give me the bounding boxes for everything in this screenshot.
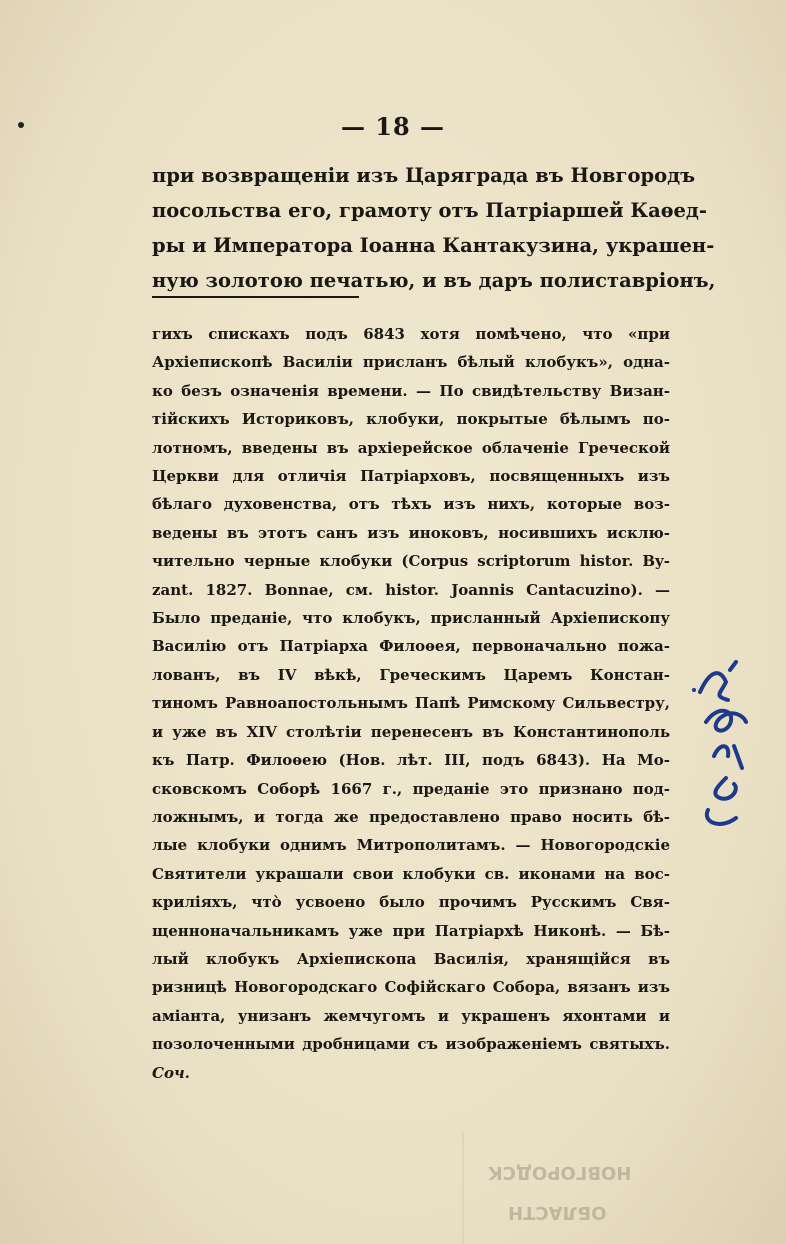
footnote-line: лый клобукъ Архіепископа Василія, хранящійся въ — [152, 949, 670, 968]
footnote-line: щенноначальникамъ уже при Патріархѣ Никонѣ. — Бѣ- — [152, 921, 670, 940]
footnote-line: къ Патр. Филоѳею (Нов. лѣт. III, подъ 6843). На Мо- — [152, 751, 670, 770]
footnote-line: ведены въ этотъ санъ изъ иноковъ, носившихъ исклю- — [152, 523, 670, 542]
main-text-line: ры и Императора Іоанна Кантакузина, украшен- — [152, 234, 715, 257]
footnote-line: Было преданіе, что клобукъ, присланный Архіепископу — [152, 609, 670, 628]
handwritten-marginalia — [690, 660, 760, 860]
footnote-line: гихъ спискахъ подъ 6843 хотя помѣчено, что «при — [152, 325, 670, 343]
footnote-line: Святители украшали свои клобуки св. иконами на вос- — [152, 864, 670, 883]
footnote-line: тиномъ Равноапостольнымъ Папѣ Римскому Сильвестру, — [152, 694, 670, 713]
footnote-line: чительно черные клобуки (Corpus scriptorum histor. By- — [152, 552, 670, 571]
footnote-line: zant. 1827. Bonnae, см. histor. Joannis Cantacuzino). — — [152, 580, 670, 599]
footnote-line: сковскомъ Соборѣ 1667 г., преданіе это признано под- — [152, 779, 670, 798]
footnote-line: ризницѣ Новогородскаго Софійскаго Собора, вязанъ изъ — [152, 978, 670, 997]
page-number: — 18 — — [340, 112, 446, 141]
footnote-abbrev: Соч. — [152, 1063, 190, 1082]
footnote-line: ко безъ означенія времени. — По свидѣтельству Визан- — [152, 381, 670, 400]
footnote-line: Церкви для отличія Патріарховъ, посвященныхъ изъ — [152, 467, 670, 486]
footnote-line: ложнымъ, и тогда же предоставлено право носить бѣ- — [152, 807, 670, 826]
footnote-line: Архіепископѣ Василіи присланъ бѣлый клобукъ», одна- — [152, 353, 670, 372]
footnote-line: Василію отъ Патріарха Филоѳея, первоначально пожа- — [152, 637, 670, 656]
main-text-block — [152, 158, 716, 298]
footnote-line: позолоченными дробницами съ изображеніемъ святыхъ. — [152, 1035, 670, 1054]
footnote-line: бѣлаго духовенства, отъ тѣхъ изъ нихъ, которые воз- — [152, 495, 670, 514]
main-text-line: ную золотою печатью, и въ даръ полиставріонъ, — [152, 269, 716, 292]
footnote-line: лые клобуки однимъ Митрополитамъ. — Новогородскіе — [152, 836, 670, 855]
footnote-line: тійскихъ Историковъ, клобуки, покрытые бѣлымъ по- — [152, 410, 670, 429]
footnote-line: аміанта, унизанъ жемчугомъ и украшенъ яхонтами и — [152, 1006, 670, 1025]
footnote-line: лотномъ, введены въ архіерейское облаченіе Греческой — [152, 438, 670, 457]
footnote-line: криліяхъ, что̀ усвоено было прочимъ Русскимъ Свя- — [152, 893, 670, 912]
stamp-line: НОВГОРОДСК — [488, 1162, 632, 1183]
main-text-line: посольства его, грамоту отъ Патріаршей Каѳед- — [152, 199, 708, 222]
main-text-line: при возвращеніи изъ Царяграда въ Новгородъ — [152, 164, 696, 187]
stamp-line: ОБЛАСТН — [508, 1202, 607, 1223]
footnote-line: и уже въ XIV столѣтіи перенесенъ въ Константинополь — [152, 722, 670, 741]
footnote-separator — [152, 296, 359, 298]
library-stamp — [462, 1132, 632, 1244]
footnote-block — [152, 320, 670, 1087]
footnote-line: лованъ, въ IV вѣкѣ, Греческимъ Царемъ Констан- — [152, 665, 670, 684]
